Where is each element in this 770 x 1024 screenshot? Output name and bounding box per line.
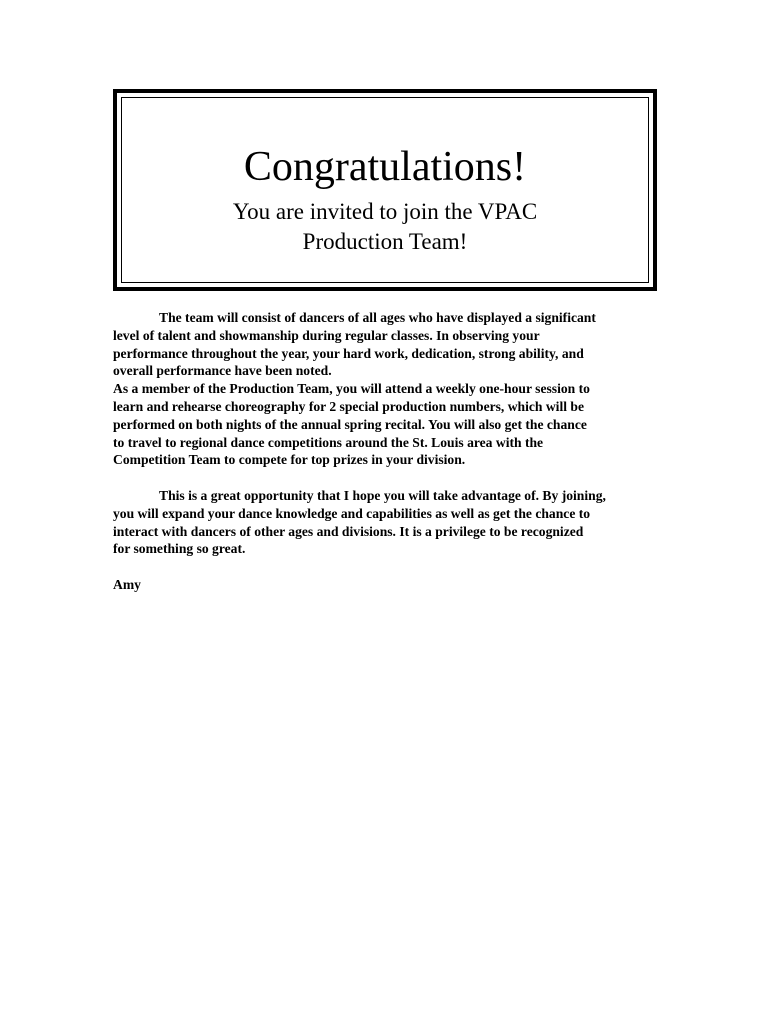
text-line: overall performance have been noted. bbox=[113, 363, 332, 379]
text-line: you will expand your dance knowledge and capabilities as well as get the chance to bbox=[113, 505, 591, 521]
paragraph-3 bbox=[113, 487, 673, 558]
paragraph-2 bbox=[113, 380, 673, 469]
subtitle-line: You are invited to join the VPAC bbox=[232, 199, 538, 224]
title-box bbox=[113, 89, 657, 291]
text-line: level of talent and showmanship during regular classes. In observing your bbox=[113, 327, 540, 343]
text-line: learn and rehearse choreography for 2 special production numbers, which will be bbox=[113, 398, 585, 414]
text-line: As a member of the Production Team, you will attend a weekly one-hour session to bbox=[113, 381, 590, 397]
text-line: interact with dancers of other ages and divisions. It is a privilege to be recognized bbox=[113, 523, 584, 539]
headline: Congratulations! bbox=[243, 144, 527, 190]
paragraph-1 bbox=[113, 309, 673, 380]
text-line: This is a great opportunity that I hope you will take advantage of. By joining, bbox=[159, 487, 606, 503]
paragraph-gap bbox=[113, 558, 673, 576]
text-line: to travel to regional dance competitions around the St. Louis area with the bbox=[113, 434, 544, 450]
text-line: for something so great. bbox=[113, 541, 246, 557]
paragraph-gap bbox=[113, 469, 673, 487]
text-line: The team will consist of dancers of all ages who have displayed a significant bbox=[159, 310, 596, 325]
letter-body bbox=[113, 309, 673, 594]
subtitle bbox=[117, 197, 653, 257]
text-line: performance throughout the year, your hard work, dedication, strong ability, and bbox=[113, 345, 584, 361]
signature: Amy bbox=[113, 576, 141, 592]
text-line: performed on both nights of the annual spring recital. You will also get the chance bbox=[113, 416, 587, 432]
text-line: Competition Team to compete for top prizes in your division. bbox=[113, 452, 466, 468]
subtitle-line: Production Team! bbox=[302, 229, 468, 254]
